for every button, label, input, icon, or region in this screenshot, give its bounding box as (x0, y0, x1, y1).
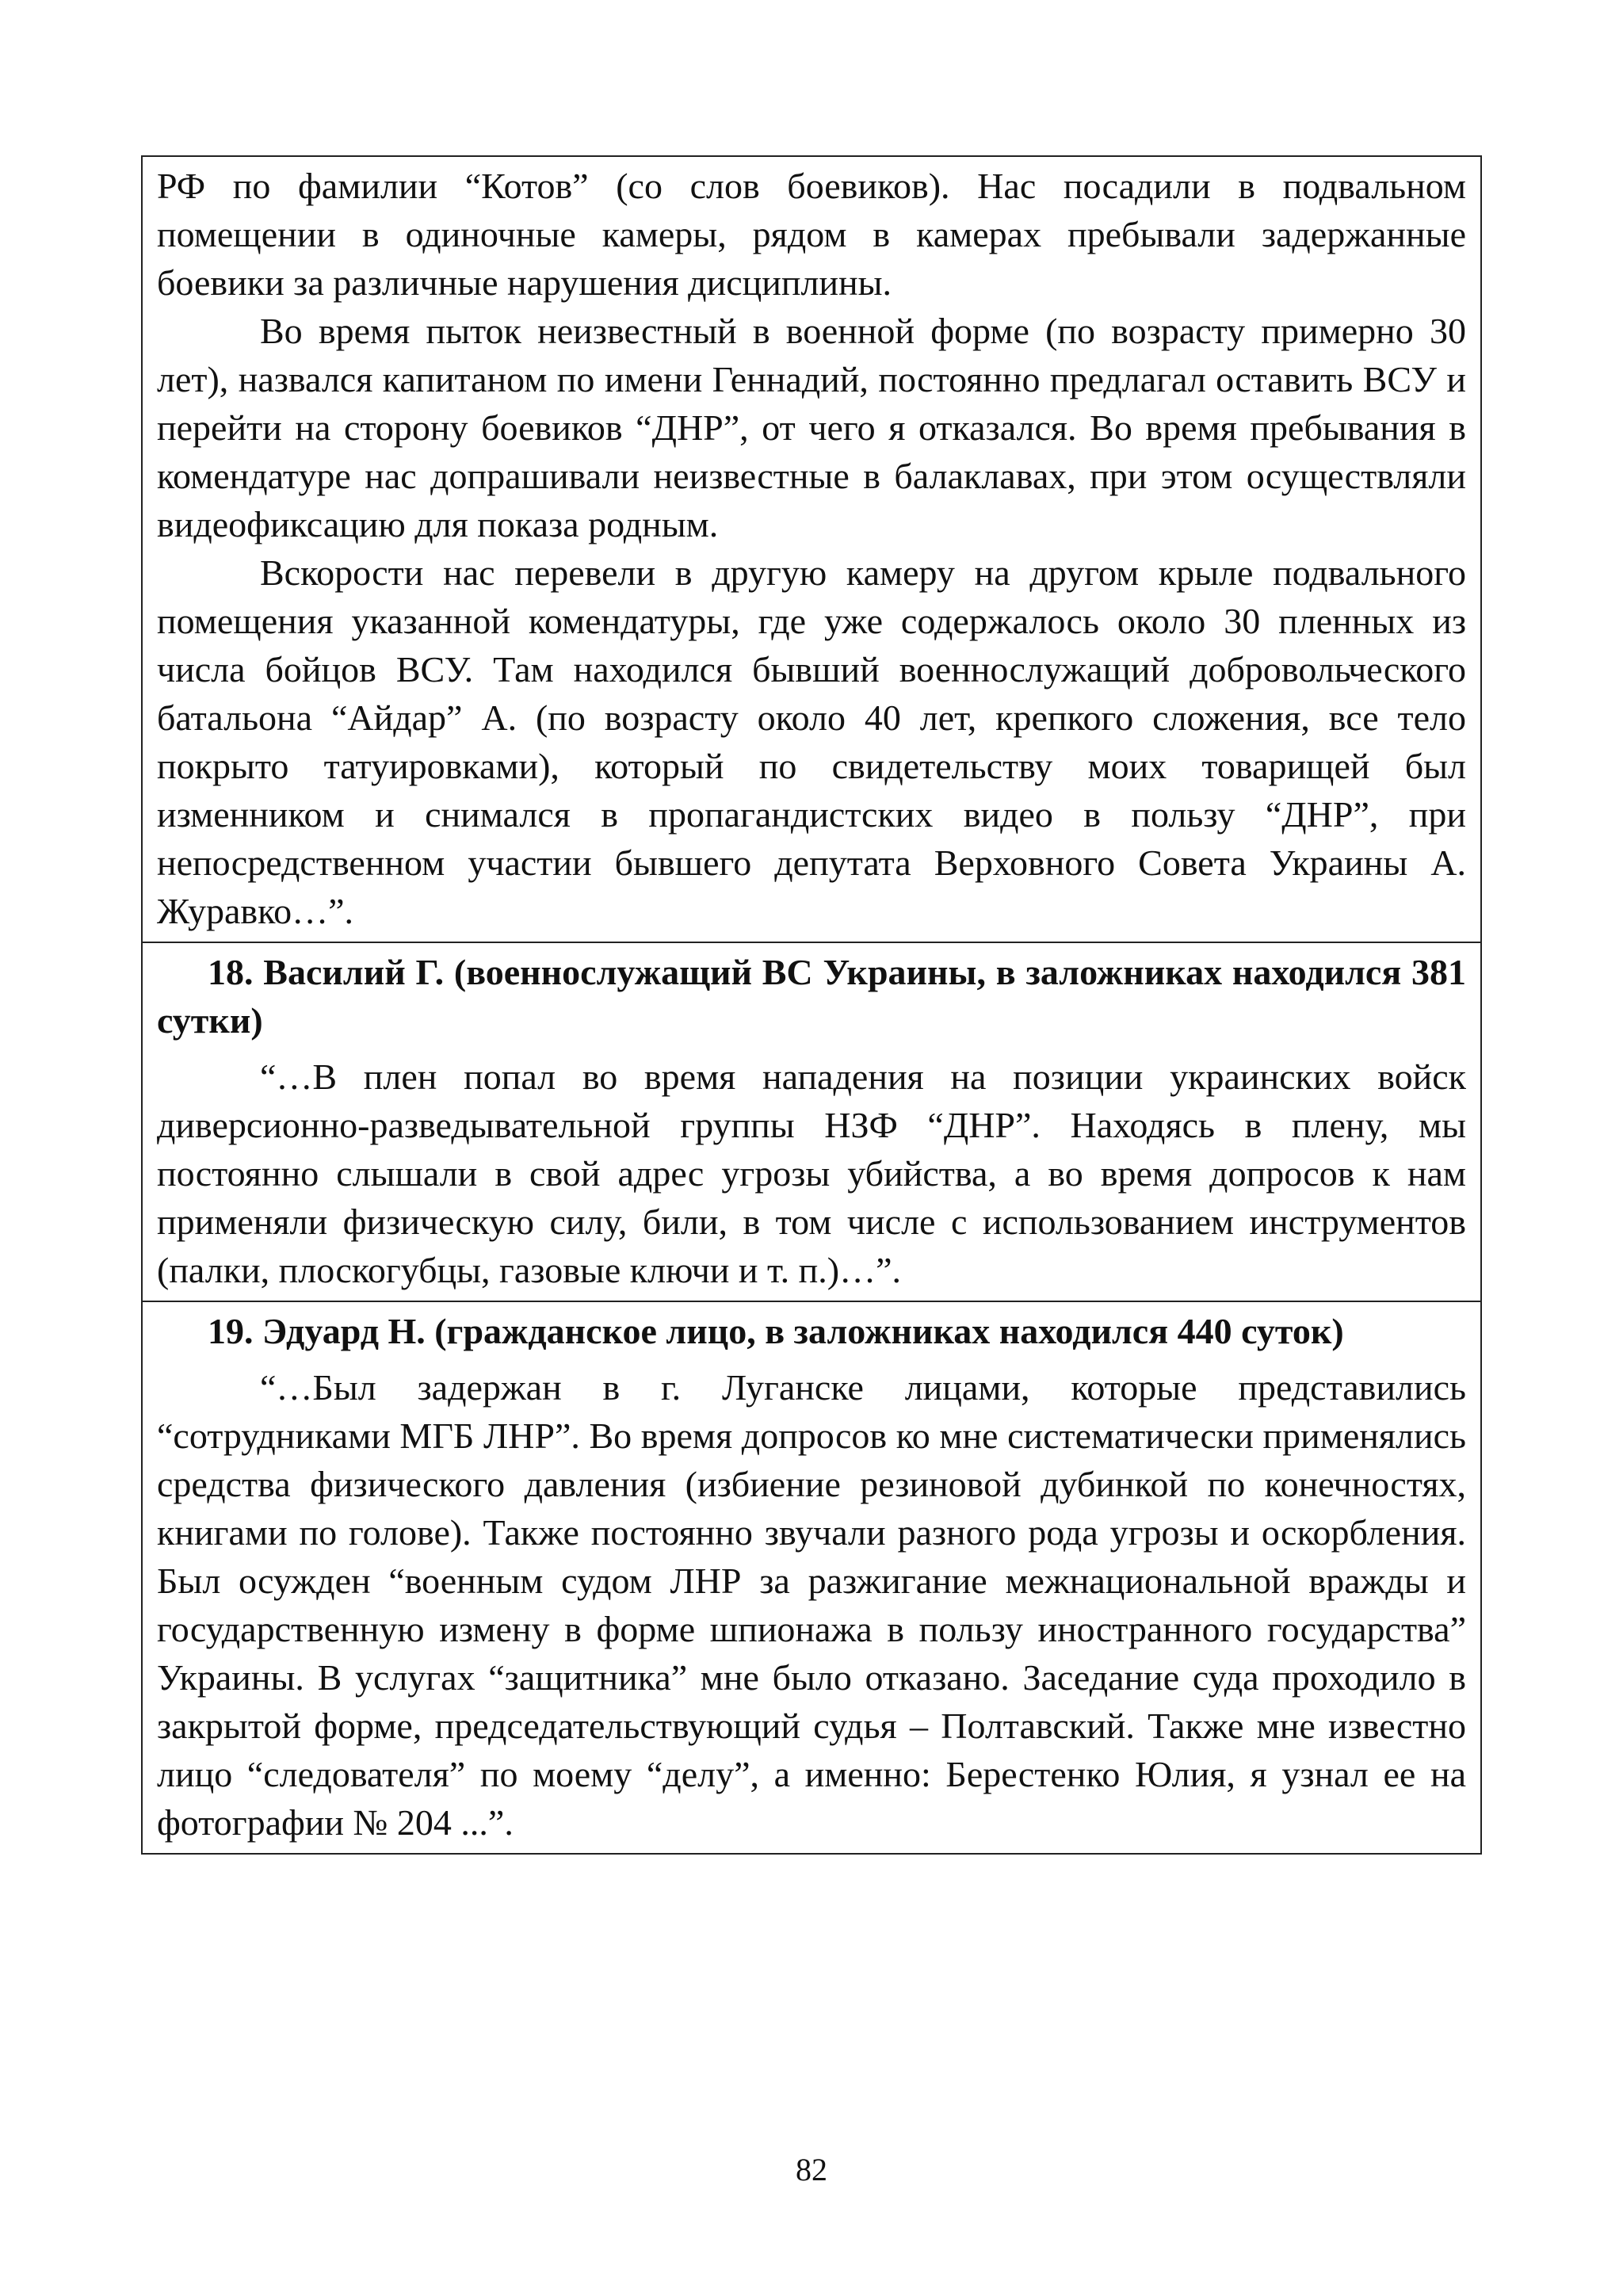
paragraph: РФ по фамилии “Котов” (со слов боевиков). Нас посадили в подвальном помещении в одиночные камеры, рядом в камерах пребывали задержанные боевики за различные нарушения дисциплины. (157, 166, 1466, 303)
paragraph: Во время пыток неизвестный в военной форме (по возрасту примерно 30 лет), назвался капитаном по имени Геннадий, постоянно предлагал оставить ВСУ и перейти на сторону боевиков “ДНР”, от чего я отказался. Во время пребывания в комендатуре нас допрашивали неизвестные в балаклавах, при этом осуществляли видеофиксацию для показа родным. (157, 311, 1466, 544)
testimony-heading: 18. Василий Г. (военнослужащий ВС Украины, в заложниках находился 381 сутки) (157, 952, 1466, 1041)
testimony-table (141, 155, 1482, 1855)
paragraph: “…В плен попал во время нападения на позиции украинских войск диверсионно-разведывательной группы НЗФ “ДНР”. Находясь в плену, мы постоянно слышали в свой адрес угрозы убийства, а во время допросов к нам применяли физическую силу, били, в том числе с использованием инструментов (палки, плоскогубцы, газовые ключи и т. п.)…”. (157, 1056, 1466, 1290)
paragraph: “…Был задержан в г. Луганске лицами, которые представились “сотрудниками МГБ ЛНР”. Во время допросов ко мне систематически применялись средства физического давления (избиение резиновой дубинкой по конечностях, книгами по голове). Также постоянно звучали разного рода угрозы и оскорбления. Был осужден “военным судом ЛНР за разжигание межнациональной вражды и государственную измену в форме шпионажа в пользу иностранного государства” Украины. В услугах “защитника” мне было отказано. Заседание суда проходило в закрытой форме, председательствующий судья – Полтавский. Также мне известно лицо “следователя” по моему “делу”, а именно: Берестенко Юлия, я узнал ее на фотографии № 204 ...”. (157, 1367, 1466, 1843)
testimony-cell-19 (143, 1301, 1480, 1853)
testimony-heading: 19. Эдуард Н. (гражданское лицо, в заложниках находился 440 суток) (208, 1311, 1344, 1351)
page-number: 82 (796, 2152, 827, 2187)
testimony-cell-18 (143, 942, 1480, 1301)
testimony-cell-continuation (143, 157, 1480, 942)
paragraph: Вскорости нас перевели в другую камеру на другом крыле подвального помещения указанной комендатуры, где уже содержалось около 30 пленных из числа бойцов ВСУ. Там находился бывший военнослужащий добровольческого батальона “Айдар” А. (по возрасту около 40 лет, крепкого сложения, все тело покрыто татуировками), который по свидетельству моих товарищей был изменником и снимался в пропагандистских видео в пользу “ДНР”, при непосредственном участии бывшего депутата Верховного Совета Украины А. Журавко…”. (157, 552, 1466, 931)
